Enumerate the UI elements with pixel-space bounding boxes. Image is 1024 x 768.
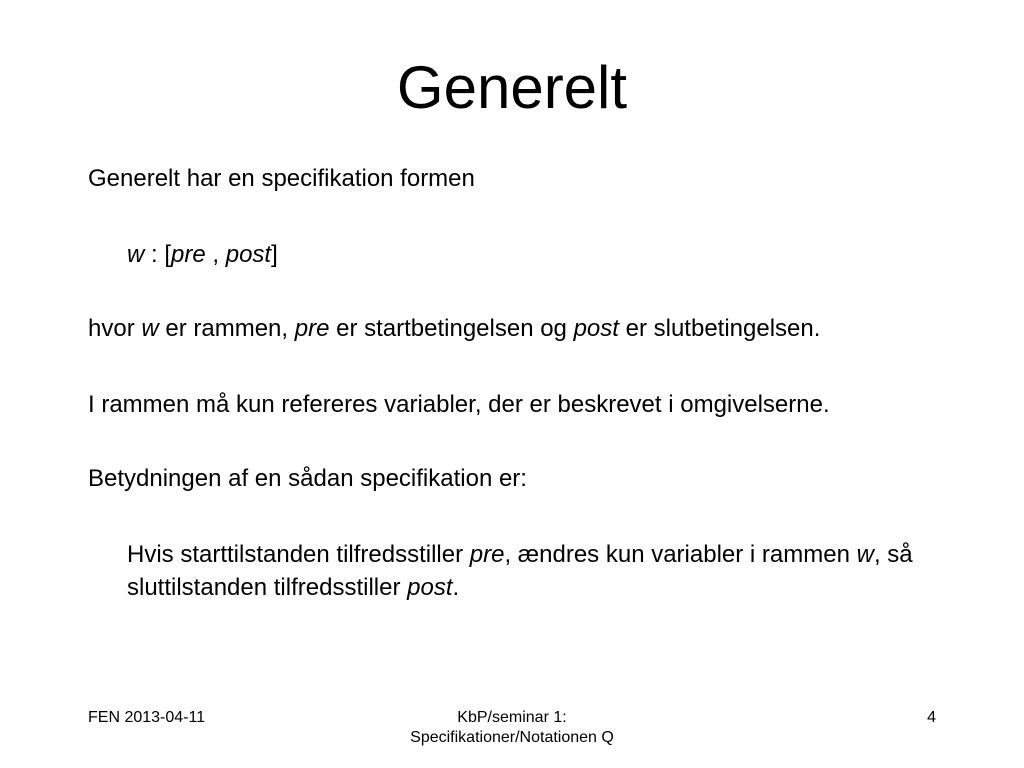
frame-var: w (127, 241, 145, 268)
detail-text-4: . (452, 574, 460, 601)
footer-title-line-2: Specifikationer/Notationen Q (410, 729, 614, 746)
meaning-paragraph: Betydningen af en sådan specifikation er: (88, 465, 527, 492)
footer-title-line-1: KbP/seminar 1: (457, 709, 567, 726)
specification-form (127, 239, 278, 271)
def-text-4: er slutbetingelsen. (618, 315, 821, 342)
detail-post-var: post (407, 574, 453, 601)
form-sep-1: : [ (144, 241, 172, 268)
def-pre-var: pre (294, 315, 330, 342)
detail-text-3: , så sluttilstanden tilfredsstiller (127, 541, 913, 601)
form-end: ] (271, 241, 278, 268)
detail-text-1: Hvis starttilstanden tilfredsstiller (127, 541, 470, 568)
page-number: 4 (927, 709, 936, 726)
definition-paragraph (88, 313, 820, 345)
footer-date: FEN 2013-04-11 (88, 709, 206, 726)
form-sep-2: , (205, 241, 226, 268)
def-frame-var: w (141, 315, 159, 342)
detail-pre-var: pre (469, 541, 505, 568)
slide-title: Generelt (396, 54, 628, 121)
detail-frame-var: w (856, 541, 874, 568)
detail-text-2: , ændres kun variabler i rammen (504, 541, 857, 568)
def-text-1: hvor (88, 315, 142, 342)
def-text-3: er startbetingelsen og (329, 315, 574, 342)
pre-var: pre (171, 241, 206, 268)
def-post-var: post (573, 315, 619, 342)
meaning-detail-paragraph (127, 538, 927, 604)
frame-rule-paragraph: I rammen må kun refereres variabler, der er beskrevet i omgivelserne. (88, 391, 830, 418)
post-var: post (225, 241, 272, 268)
def-text-2: er rammen, (158, 315, 295, 342)
intro-paragraph: Generelt har en specifikation formen (88, 165, 475, 192)
footer-title (312, 708, 712, 748)
